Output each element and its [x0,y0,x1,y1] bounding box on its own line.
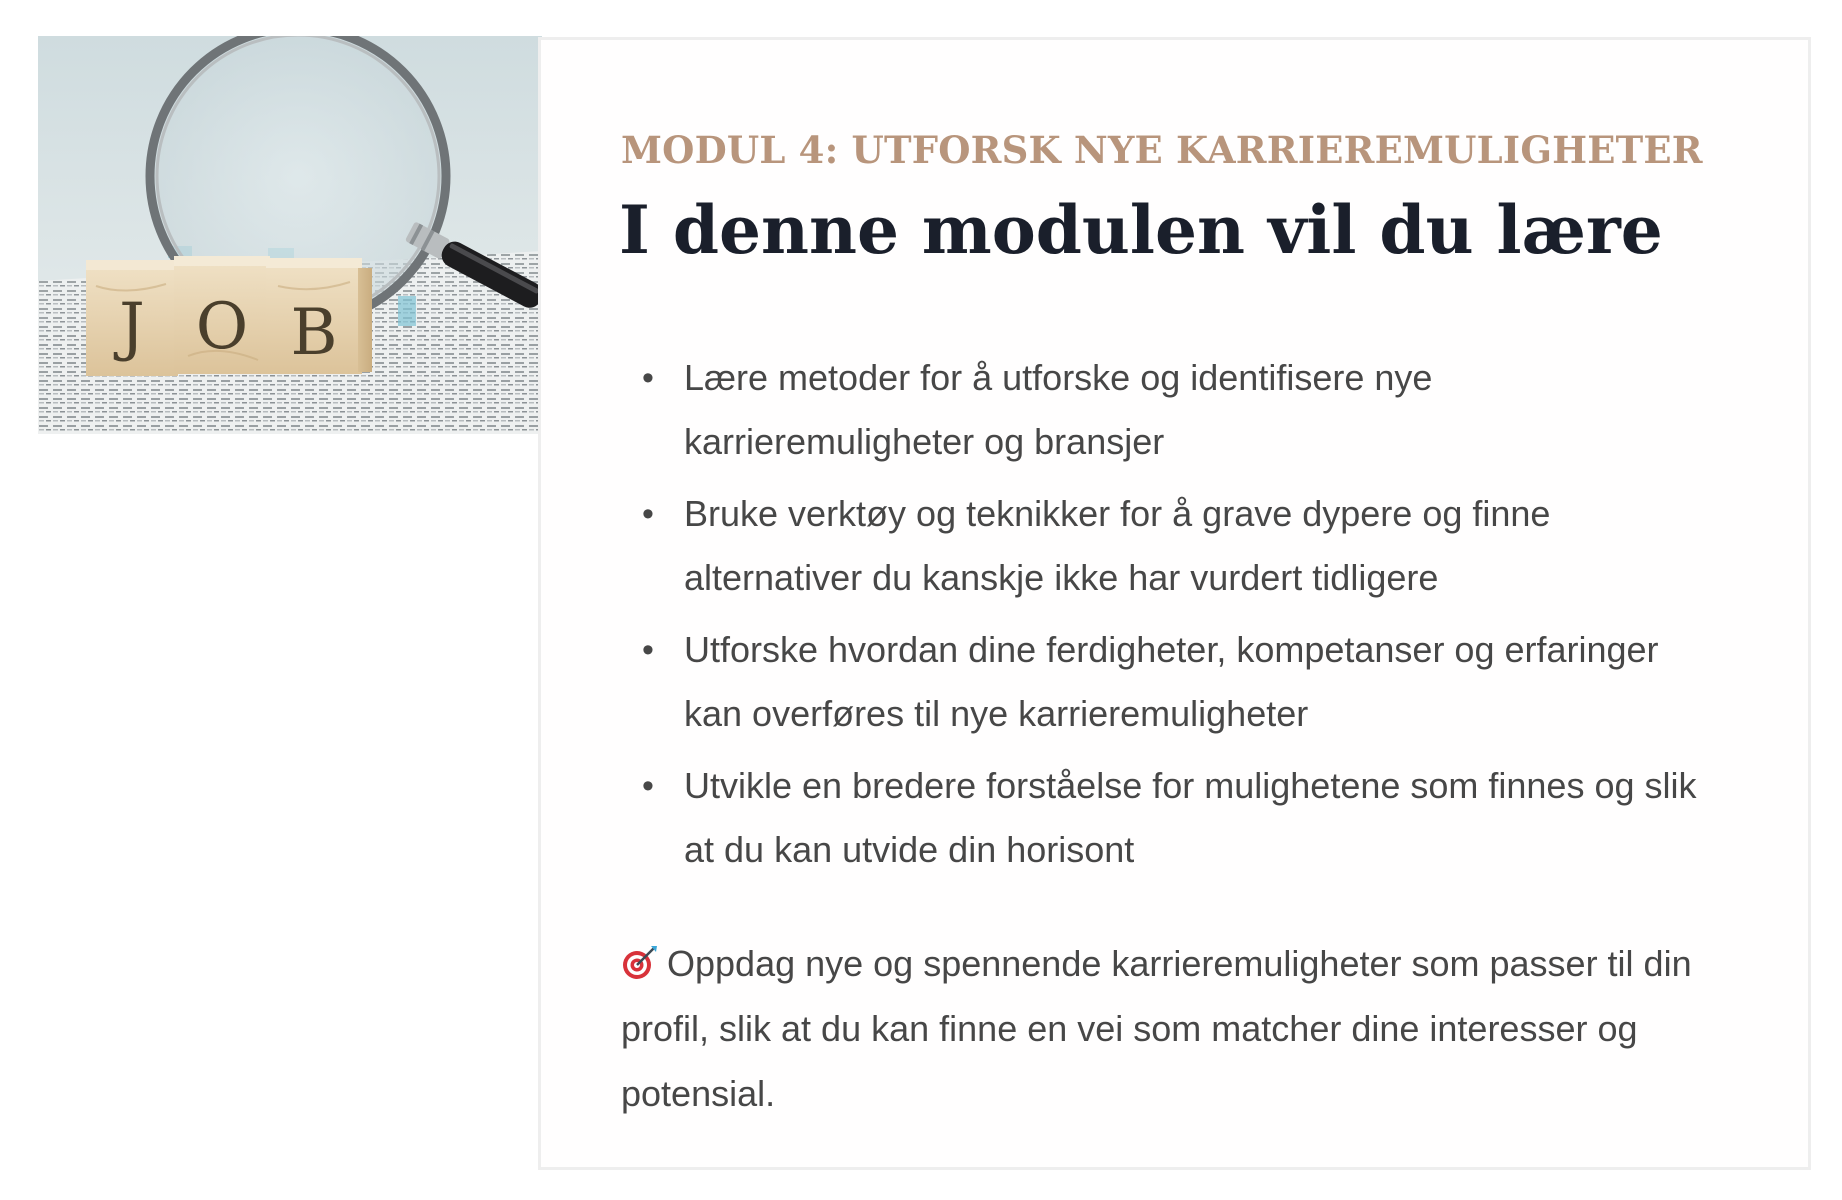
module-summary [621,931,1771,1126]
block-letter-j: J [119,290,145,364]
module-title: I denne modulen vil du lære [619,191,1663,269]
hero-image [38,36,542,434]
job-magnifier-illustration [38,36,542,434]
module-card [538,37,1811,1170]
bullet-icon: • [642,631,654,669]
list-item-text: Utvikle en bredere forståelse for mulighetene som finnes og slik at du kan utvide din horisont [684,765,1697,870]
module-eyebrow: MODUL 4: UTFORSK NYE KARRIEREMULIGHETER [621,128,1703,172]
list-item-text: Lære metoder for å utforske og identifisere nye karrieremuligheter og bransjer [684,357,1433,462]
list-item [642,482,1702,610]
bullet-icon: • [642,359,654,397]
list-item [642,618,1702,746]
summary-text: Oppdag nye og spennende karrieremuligheter som passer til din profil, slik at du kan finne en vei som matcher dine interesser og potensial. [621,943,1692,1114]
list-item [642,754,1702,882]
bullet-icon: • [642,495,654,533]
block-letter-b: B [290,296,338,370]
list-item-text: Utforske hvordan dine ferdigheter, kompetanser og erfaringer kan overføres til nye karrieremuligheter [684,629,1659,734]
target-icon [621,936,659,974]
learning-outcomes-list [642,346,1702,890]
list-item [642,346,1702,474]
bullet-icon: • [642,767,654,805]
block-letter-o: O [195,290,249,364]
list-item-text: Bruke verktøy og teknikker for å grave dypere og finne alternativer du kanskje ikke har vurdert tidligere [684,493,1551,598]
